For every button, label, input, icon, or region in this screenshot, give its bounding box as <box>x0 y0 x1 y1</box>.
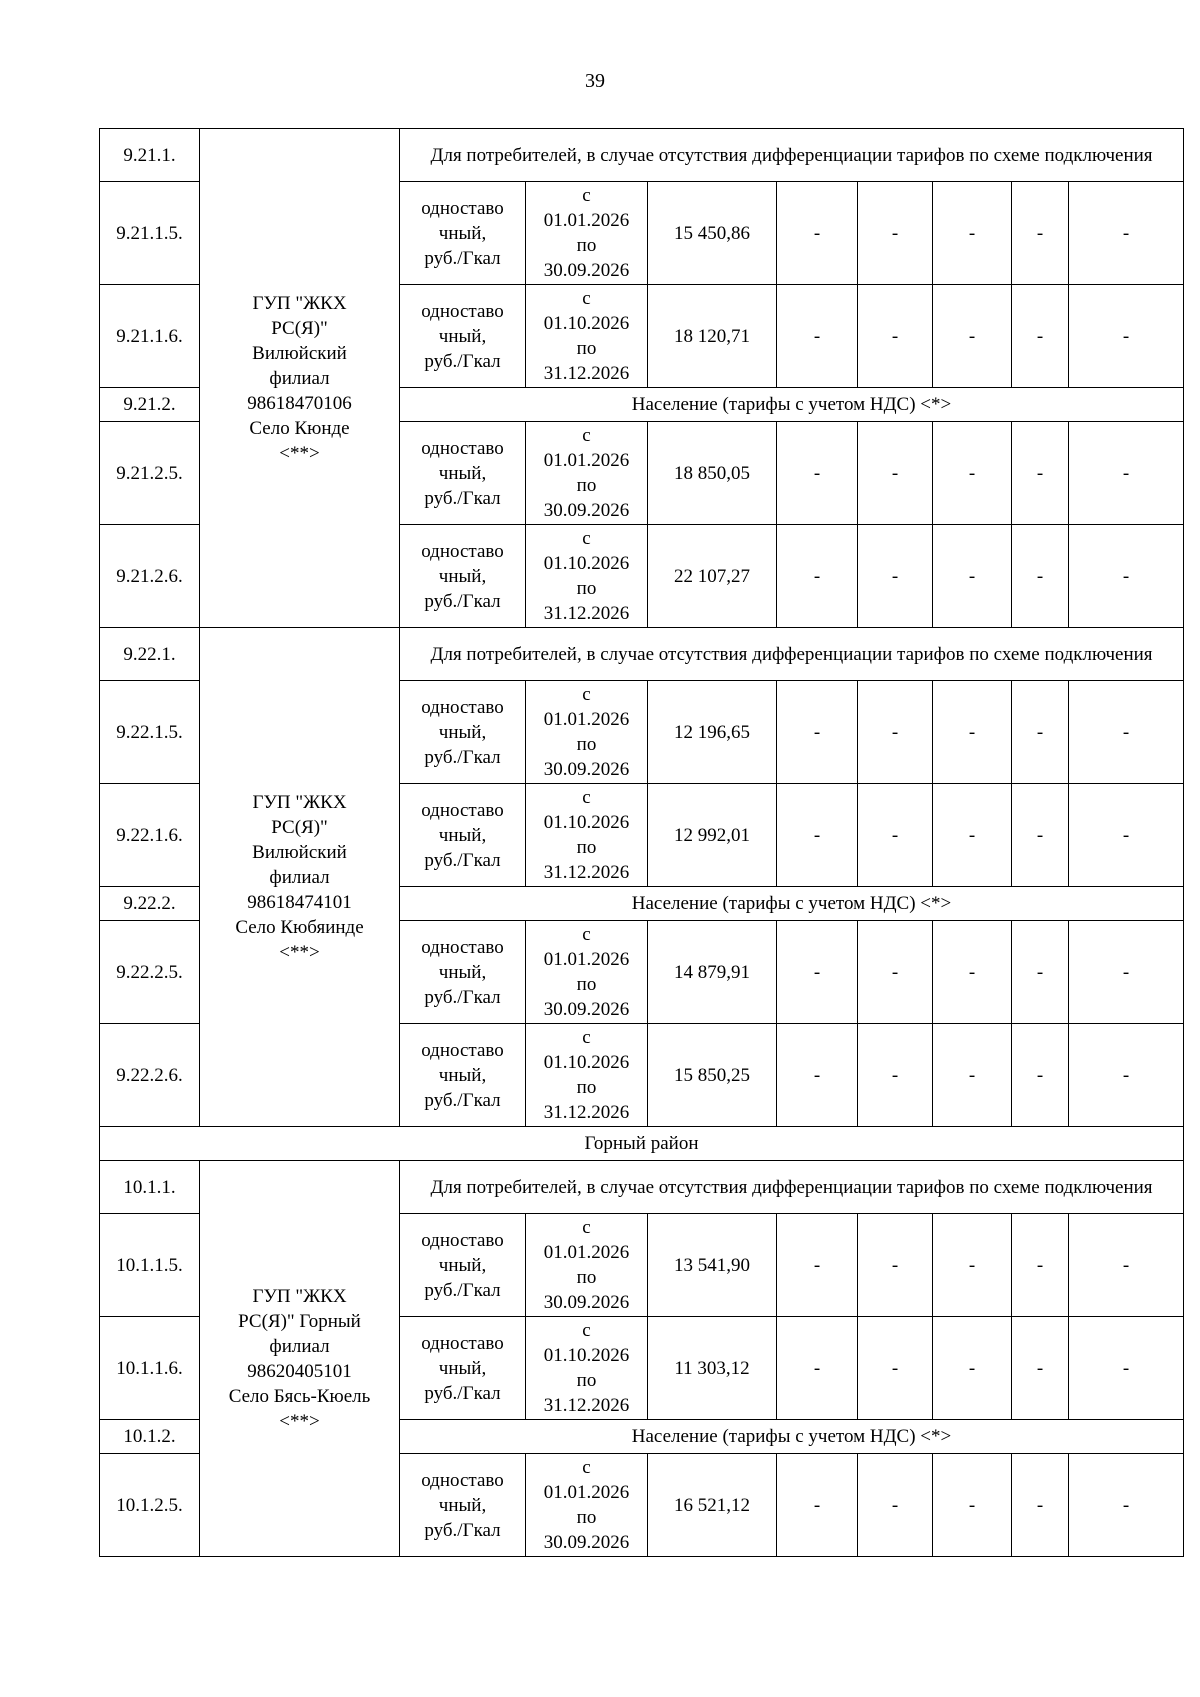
empty-value-cell: - <box>858 681 933 784</box>
empty-value-cell: - <box>933 422 1012 525</box>
row-code: 9.21.1.5. <box>100 182 200 285</box>
tariff-period: с 01.01.2026 по 30.09.2026 <box>526 182 648 285</box>
row-code: 9.22.2.5. <box>100 921 200 1024</box>
empty-value-cell: - <box>1012 285 1069 388</box>
section-header: Население (тарифы с учетом НДС) <*> <box>400 887 1184 921</box>
empty-value-cell: - <box>777 1454 858 1557</box>
row-code: 10.1.2.5. <box>100 1454 200 1557</box>
empty-value-cell: - <box>933 1214 1012 1317</box>
tariff-kind: одноставо чный, руб./Гкал <box>400 285 526 388</box>
empty-value-cell: - <box>1069 1317 1184 1420</box>
tariff-table <box>99 128 1184 1557</box>
row-code: 9.22.1.5. <box>100 681 200 784</box>
empty-value-cell: - <box>858 1317 933 1420</box>
empty-value-cell: - <box>858 921 933 1024</box>
empty-value-cell: - <box>777 285 858 388</box>
tariff-kind: одноставо чный, руб./Гкал <box>400 784 526 887</box>
tariff-period: с 01.01.2026 по 30.09.2026 <box>526 1454 648 1557</box>
empty-value-cell: - <box>777 681 858 784</box>
section-header-row <box>100 628 1184 681</box>
empty-value-cell: - <box>933 1454 1012 1557</box>
empty-value-cell: - <box>1012 921 1069 1024</box>
empty-value-cell: - <box>933 921 1012 1024</box>
empty-value-cell: - <box>858 1024 933 1127</box>
tariff-kind: одноставо чный, руб./Гкал <box>400 422 526 525</box>
section-code: 10.1.2. <box>100 1420 200 1454</box>
empty-value-cell: - <box>858 182 933 285</box>
empty-value-cell: - <box>777 1214 858 1317</box>
tariff-kind: одноставо чный, руб./Гкал <box>400 1454 526 1557</box>
empty-value-cell: - <box>1012 1024 1069 1127</box>
empty-value-cell: - <box>1069 422 1184 525</box>
region-row <box>100 1127 1184 1161</box>
section-header-row <box>100 1161 1184 1214</box>
empty-value-cell: - <box>777 921 858 1024</box>
empty-value-cell: - <box>1069 921 1184 1024</box>
tariff-kind: одноставо чный, руб./Гкал <box>400 182 526 285</box>
page-number: 39 <box>585 70 605 92</box>
section-code: 9.22.1. <box>100 628 200 681</box>
empty-value-cell: - <box>777 422 858 525</box>
tariff-value: 18 850,05 <box>648 422 777 525</box>
tariff-value: 22 107,27 <box>648 525 777 628</box>
section-code: 9.21.2. <box>100 388 200 422</box>
tariff-kind: одноставо чный, руб./Гкал <box>400 1024 526 1127</box>
empty-value-cell: - <box>777 525 858 628</box>
empty-value-cell: - <box>1012 1214 1069 1317</box>
tariff-kind: одноставо чный, руб./Гкал <box>400 525 526 628</box>
tariff-value: 18 120,71 <box>648 285 777 388</box>
row-code: 9.22.2.6. <box>100 1024 200 1127</box>
empty-value-cell: - <box>933 525 1012 628</box>
organization-cell: ГУП "ЖКХ РС(Я)" Вилюйский филиал 98618474101 Село Кюбяинде <**> <box>200 628 400 1127</box>
empty-value-cell: - <box>1012 1317 1069 1420</box>
tariff-value: 15 450,86 <box>648 182 777 285</box>
section-header: Для потребителей, в случае отсутствия дифференциации тарифов по схеме подключения <box>400 628 1184 681</box>
empty-value-cell: - <box>777 1024 858 1127</box>
tariff-value: 15 850,25 <box>648 1024 777 1127</box>
empty-value-cell: - <box>858 525 933 628</box>
organization-cell: ГУП "ЖКХ РС(Я)" Вилюйский филиал 98618470106 Село Кюнде <**> <box>200 129 400 628</box>
tariff-value: 12 992,01 <box>648 784 777 887</box>
empty-value-cell: - <box>1069 784 1184 887</box>
empty-value-cell: - <box>1012 182 1069 285</box>
region-title: Горный район <box>100 1127 1184 1161</box>
tariff-kind: одноставо чный, руб./Гкал <box>400 921 526 1024</box>
empty-value-cell: - <box>1012 525 1069 628</box>
tariff-period: с 01.10.2026 по 31.12.2026 <box>526 1024 648 1127</box>
empty-value-cell: - <box>1069 525 1184 628</box>
empty-value-cell: - <box>1012 422 1069 525</box>
section-header: Для потребителей, в случае отсутствия дифференциации тарифов по схеме подключения <box>400 129 1184 182</box>
section-header: Население (тарифы с учетом НДС) <*> <box>400 388 1184 422</box>
tariff-period: с 01.01.2026 по 30.09.2026 <box>526 422 648 525</box>
tariff-period: с 01.10.2026 по 31.12.2026 <box>526 525 648 628</box>
tariff-period: с 01.01.2026 по 30.09.2026 <box>526 921 648 1024</box>
tariff-value: 12 196,65 <box>648 681 777 784</box>
empty-value-cell: - <box>933 681 1012 784</box>
tariff-period: с 01.01.2026 по 30.09.2026 <box>526 681 648 784</box>
empty-value-cell: - <box>777 182 858 285</box>
row-code: 10.1.1.5. <box>100 1214 200 1317</box>
empty-value-cell: - <box>933 1024 1012 1127</box>
empty-value-cell: - <box>933 1317 1012 1420</box>
empty-value-cell: - <box>933 182 1012 285</box>
tariff-kind: одноставо чный, руб./Гкал <box>400 681 526 784</box>
empty-value-cell: - <box>1069 285 1184 388</box>
empty-value-cell: - <box>933 784 1012 887</box>
empty-value-cell: - <box>858 1454 933 1557</box>
tariff-value: 14 879,91 <box>648 921 777 1024</box>
empty-value-cell: - <box>1012 1454 1069 1557</box>
empty-value-cell: - <box>933 285 1012 388</box>
row-code: 9.21.2.6. <box>100 525 200 628</box>
tariff-kind: одноставо чный, руб./Гкал <box>400 1214 526 1317</box>
empty-value-cell: - <box>858 422 933 525</box>
organization-cell: ГУП "ЖКХ РС(Я)" Горный филиал 98620405101 Село Бясь-Кюель <**> <box>200 1161 400 1557</box>
empty-value-cell: - <box>777 1317 858 1420</box>
row-code: 10.1.1.6. <box>100 1317 200 1420</box>
section-header: Для потребителей, в случае отсутствия дифференциации тарифов по схеме подключения <box>400 1161 1184 1214</box>
section-header: Население (тарифы с учетом НДС) <*> <box>400 1420 1184 1454</box>
empty-value-cell: - <box>1069 1454 1184 1557</box>
empty-value-cell: - <box>858 285 933 388</box>
tariff-kind: одноставо чный, руб./Гкал <box>400 1317 526 1420</box>
tariff-value: 11 303,12 <box>648 1317 777 1420</box>
empty-value-cell: - <box>1012 784 1069 887</box>
section-header-row <box>100 129 1184 182</box>
empty-value-cell: - <box>777 784 858 887</box>
tariff-period: с 01.10.2026 по 31.12.2026 <box>526 285 648 388</box>
tariff-period: с 01.10.2026 по 31.12.2026 <box>526 1317 648 1420</box>
empty-value-cell: - <box>858 1214 933 1317</box>
row-code: 9.21.1.6. <box>100 285 200 388</box>
empty-value-cell: - <box>858 784 933 887</box>
empty-value-cell: - <box>1069 1024 1184 1127</box>
tariff-value: 16 521,12 <box>648 1454 777 1557</box>
section-code: 9.21.1. <box>100 129 200 182</box>
tariff-value: 13 541,90 <box>648 1214 777 1317</box>
section-code: 9.22.2. <box>100 887 200 921</box>
section-code: 10.1.1. <box>100 1161 200 1214</box>
empty-value-cell: - <box>1012 681 1069 784</box>
empty-value-cell: - <box>1069 1214 1184 1317</box>
tariff-period: с 01.01.2026 по 30.09.2026 <box>526 1214 648 1317</box>
empty-value-cell: - <box>1069 182 1184 285</box>
tariff-period: с 01.10.2026 по 31.12.2026 <box>526 784 648 887</box>
row-code: 9.21.2.5. <box>100 422 200 525</box>
empty-value-cell: - <box>1069 681 1184 784</box>
row-code: 9.22.1.6. <box>100 784 200 887</box>
